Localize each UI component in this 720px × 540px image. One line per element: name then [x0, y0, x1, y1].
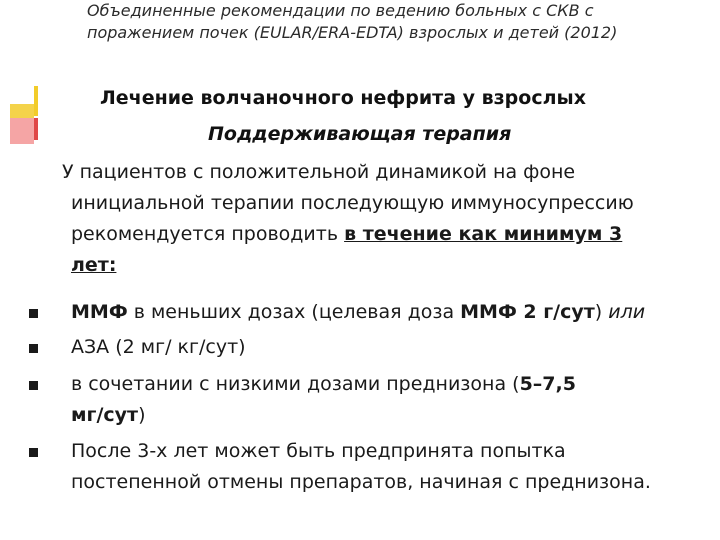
bullet-text	[71, 369, 720, 431]
intro-line-3	[62, 219, 702, 250]
mmf-target-dose: ММФ 2 г/сут	[460, 301, 595, 323]
slide-header	[87, 0, 697, 44]
bullet-line-2	[71, 400, 720, 431]
intro-line-3-text: рекомендуется проводить	[71, 223, 345, 245]
bullet-line-1	[71, 369, 720, 400]
slide-subtitle: Поддерживающая терапия	[208, 123, 512, 145]
bullet-text-part: )	[138, 404, 146, 426]
header-line-1: Объединенные рекомендации по ведению больных с СКВ с	[87, 1, 594, 20]
bullet-text-part: )	[594, 301, 609, 323]
bullet-text-part: в сочетании с низкими дозами преднизона (	[71, 373, 520, 395]
bullet-line-2: постепенной отмены препаратов, начиная с преднизона.	[71, 471, 651, 493]
bullet-text: АЗА (2 мг/ кг/сут)	[71, 336, 246, 358]
decor-yellow-bar	[34, 86, 38, 116]
intro-duration-emphasis-end: лет:	[71, 254, 117, 276]
or-conjunction: или	[608, 301, 646, 323]
prednisone-dose-unit: мг/сут	[71, 404, 139, 426]
decor-pink-block	[10, 118, 34, 144]
bullet-marker	[29, 448, 38, 457]
bullet-line-1: После 3-х лет может быть предпринята попытка	[71, 440, 566, 462]
intro-line-1: У пациентов с положительной динамикой на фоне	[62, 161, 576, 183]
prednisone-dose-range: 5–7,5	[519, 373, 576, 395]
bullet-marker	[29, 344, 38, 353]
header-line-2: поражением почек (EULAR/ERA-EDTA) взрослых и детей (2012)	[87, 23, 618, 42]
bullet-text	[71, 436, 720, 498]
bullet-text	[71, 297, 720, 328]
intro-line-2: инициальной терапии последующую иммуносупрессию	[71, 192, 634, 214]
intro-duration-emphasis: в течение как минимум 3	[344, 223, 623, 245]
bullet-marker	[29, 309, 38, 318]
intro-paragraph	[62, 157, 702, 281]
intro-line-4	[62, 250, 702, 281]
bullet-marker	[29, 381, 38, 390]
decor-red-bar	[34, 118, 38, 140]
bullet-text-part: в меньших дозах (целевая доза	[127, 301, 461, 323]
drug-mmf: ММФ	[71, 301, 128, 323]
slide-title: Лечение волчаночного нефрита у взрослых	[100, 87, 586, 109]
